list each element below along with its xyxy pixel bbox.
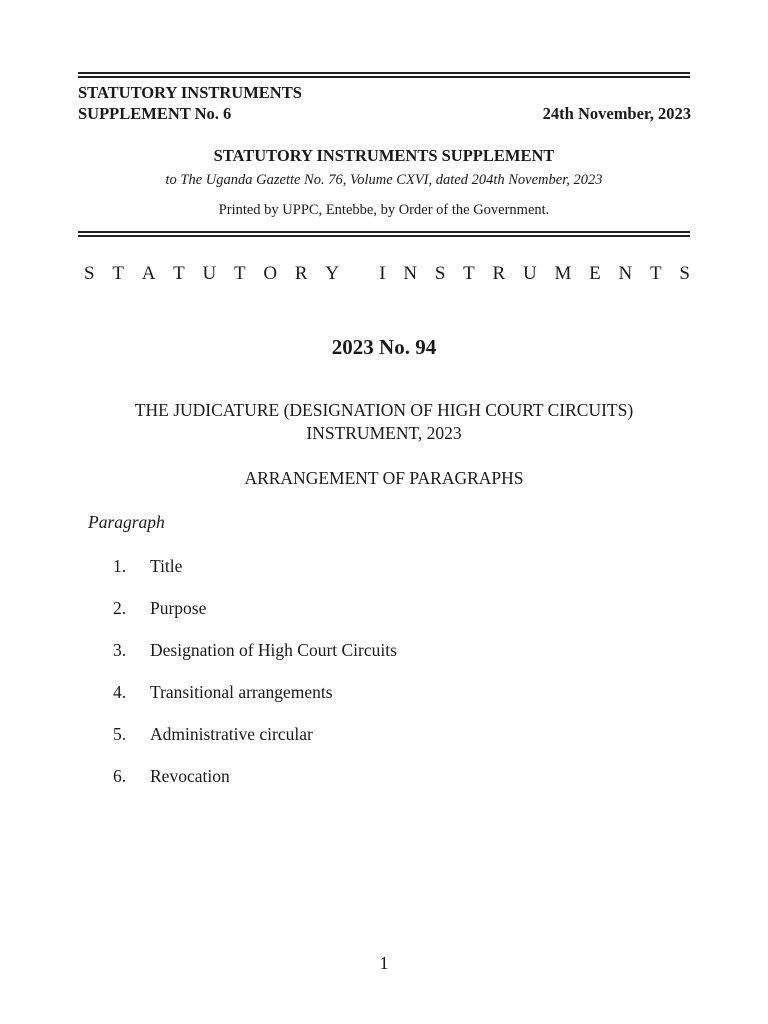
banner-letter: Y: [325, 263, 340, 284]
paragraph-number: 2.: [113, 598, 127, 618]
list-item: [113, 681, 397, 723]
list-item: [113, 597, 397, 639]
arrangement-heading: ARRANGEMENT OF PARAGRAPHS: [244, 468, 524, 488]
supplement-header: [78, 82, 302, 124]
banner-letter: O: [263, 263, 278, 284]
paragraph-title: Purpose: [150, 598, 207, 618]
top-double-rule: [78, 72, 690, 78]
banner-letter: U: [202, 263, 217, 284]
banner-letter: E: [589, 263, 601, 284]
printer-notice: Printed by UPPC, Entebbe, by Order of the Government.: [218, 202, 550, 218]
paragraph-title: Designation of High Court Circuits: [150, 640, 397, 660]
banner-letter: S: [679, 263, 690, 284]
paragraph-title: Transitional arrangements: [150, 682, 333, 702]
list-item: [113, 765, 397, 807]
instrument-title: [78, 399, 690, 445]
supplement-header-line1: STATUTORY INSTRUMENTS: [78, 83, 302, 102]
paragraph-title: Revocation: [150, 766, 230, 786]
banner-letter: T: [173, 263, 185, 284]
banner-letter: S: [434, 263, 446, 284]
list-item: [113, 723, 397, 765]
paragraph-list: [113, 555, 397, 807]
banner-letter: T: [112, 263, 124, 284]
banner-letter: T: [234, 263, 246, 284]
paragraph-number: 3.: [113, 640, 127, 660]
banner-gap: [357, 262, 362, 286]
page-number: 1: [379, 953, 389, 973]
banner-letter: I: [379, 263, 386, 284]
banner-letter: R: [294, 263, 308, 284]
list-item: [113, 555, 397, 597]
paragraph-title: Title: [150, 556, 183, 576]
list-item: [113, 639, 397, 681]
banner-letter: M: [554, 263, 572, 284]
banner-letter: N: [403, 263, 418, 284]
instrument-number: 2023 No. 94: [331, 335, 437, 359]
paragraph-number: 6.: [113, 766, 127, 786]
banner-letter: A: [141, 263, 156, 284]
middle-double-rule: [78, 231, 690, 237]
supplement-title: STATUTORY INSTRUMENTS SUPPLEMENT: [213, 146, 555, 165]
paragraph-number: 1.: [113, 556, 127, 576]
paragraph-title: Administrative circular: [150, 724, 313, 744]
banner-letter: T: [649, 263, 662, 284]
supplement-subtitle: to The Uganda Gazette No. 76, Volume CXVI, dated 204th November, 2023: [165, 172, 603, 188]
banner-letter: R: [492, 263, 506, 284]
paragraph-column-label: Paragraph: [88, 512, 165, 532]
paragraph-number: 4.: [113, 682, 127, 702]
banner-letter: T: [463, 263, 475, 284]
banner-letter: N: [618, 263, 633, 284]
instrument-title-line2: INSTRUMENT, 2023: [306, 423, 462, 443]
banner-letter: U: [522, 263, 537, 284]
supplement-header-line2: SUPPLEMENT No. 6: [78, 104, 232, 123]
supplement-date: 24th November, 2023: [542, 104, 691, 123]
instrument-title-line1: THE JUDICATURE (DESIGNATION OF HIGH COURT CIRCUITS): [134, 400, 634, 420]
paragraph-number: 5.: [113, 724, 127, 744]
statutory-instruments-banner: [84, 262, 690, 286]
banner-letter: S: [84, 263, 95, 284]
